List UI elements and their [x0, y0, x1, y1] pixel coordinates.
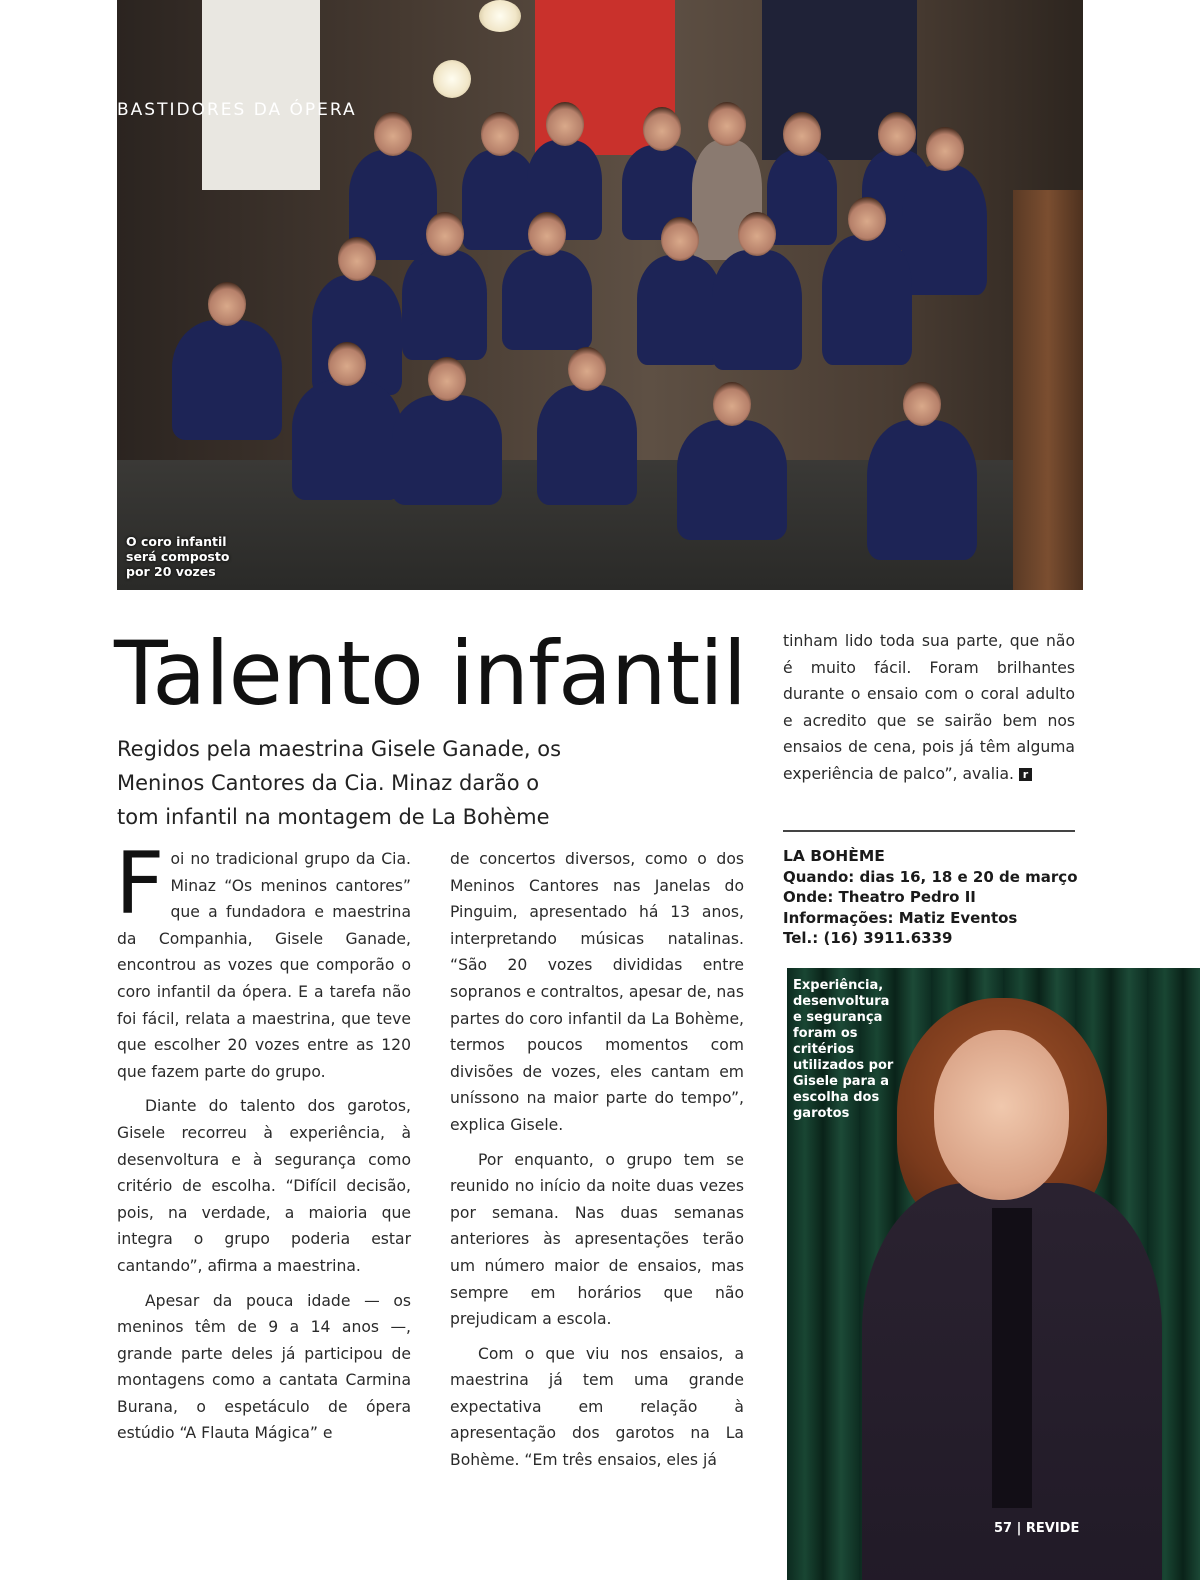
infobox-where: Onde: Theatro Pedro II	[783, 888, 976, 906]
choir-member	[402, 250, 487, 360]
paragraph: Apesar da pouca idade — os meninos têm de 9 a 14 anos —, grande parte deles já participou de montagens como a cantata Carmina Burana, o espetáculo de ópera estúdio “A Flauta Mágica” e	[117, 1291, 411, 1443]
choir-member	[392, 395, 502, 505]
choir-member	[767, 150, 837, 245]
lamp	[479, 0, 521, 32]
infobox-info: Informações: Matiz Eventos	[783, 908, 1018, 927]
lamp	[433, 60, 471, 98]
headline: Talento infantil	[114, 622, 747, 725]
choir-member	[712, 250, 802, 370]
event-infobox	[783, 846, 1083, 949]
section-tag: BASTIDORES DA ÓPERA	[117, 100, 357, 120]
deck	[117, 732, 597, 834]
paragraph: Por enquanto, o grupo tem se reunido no início da noite duas vezes por semana. Nas duas semanas anteriores às apresentações terão um número maior de ensaios, mas sempre em horários que não prejudicam a escola.	[450, 1150, 744, 1329]
choir-member	[867, 420, 977, 560]
paragraph-text: tinham lido toda sua parte, que não é muito fácil. Foram brilhantes durante o ensaio com o coral adulto e acredito que se sairão bem nos ensaios de cena, pois já têm alguma experiência de palco”, avalia.	[783, 632, 1075, 783]
paragraph: de concertos diversos, como o dos Meninos Cantores nas Janelas do Pinguim, apresentado há 13 anos, interpretando músicas natalinas. “São 20 vozes divididas entre sopranos e contraltos, apesar de, nas partes do coro infantil da La Bohème, termos poucos momentos com divisões de vozes, eles cantam em uníssono na maior parte do tempo”, explica Gisele.	[450, 850, 744, 1134]
choir-member	[502, 250, 592, 350]
paragraph-text: oi no tradicional grupo da Cia. Minaz “Os meninos cantores” que a fundadora e maestrina da Companhia, Gisele Ganade, encontrou as vozes que comporão o coro infantil da ópera. E a tarefa não foi fácil, relata a maestrina, que teve que escolher 20 vozes entre as 120 que fazem parte do grupo.	[117, 850, 411, 1081]
paragraph	[115, 834, 411, 1085]
portrait-caption: Experiência, desenvoltura e segurança foram os critérios utilizados por Gisele para a escolha dos garotos	[793, 978, 894, 1121]
deck-line: tom infantil na montagem de La Bohème	[117, 805, 550, 829]
choir-member	[637, 255, 722, 365]
article-column-3	[783, 628, 1075, 788]
page-folio: 57 | REVIDE	[994, 1521, 1080, 1536]
choir-member	[292, 380, 402, 500]
choir-member	[537, 385, 637, 505]
choir-member	[677, 420, 787, 540]
article-column-1	[115, 834, 411, 1447]
infobox-title: LA BOHÈME	[783, 847, 885, 865]
choir-group-photo	[117, 0, 1083, 590]
article-column-2	[450, 846, 744, 1474]
deck-line: Regidos pela maestrina Gisele Ganade, os	[117, 737, 562, 761]
paragraph: Diante do talento dos garotos, Gisele recorreu à experiência, à desenvoltura e à segurança como critério de escolha. “Difícil decisão, pois, na verdade, a maioria que integra o grupo poderia estar cantando”, afirma a maestrina.	[117, 1097, 411, 1275]
choir-member	[822, 235, 912, 365]
choir-member	[902, 165, 987, 295]
deck-line: Meninos Cantores da Cia. Minaz darão o	[117, 771, 540, 795]
choir-member	[172, 320, 282, 440]
top-photo-caption: O coro infantil será composto por 20 vozes	[126, 534, 230, 579]
infobox-phone: Tel.: (16) 3911.6339	[783, 929, 953, 947]
infobox-when: Quando: dias 16, 18 e 20 de março	[783, 867, 1078, 886]
paragraph	[783, 628, 1075, 788]
end-mark-icon: r	[1019, 768, 1032, 781]
paragraph: Com o que viu nos ensaios, a maestrina já tem uma grande expectativa em relação à apresentação dos garotos na La Bohème. “Em três ensaios, eles já	[450, 1344, 744, 1470]
drop-cap: F	[115, 834, 165, 934]
wooden-railing	[1013, 190, 1083, 590]
choir-member	[462, 150, 537, 250]
divider	[783, 830, 1075, 832]
poster-left	[202, 0, 320, 190]
